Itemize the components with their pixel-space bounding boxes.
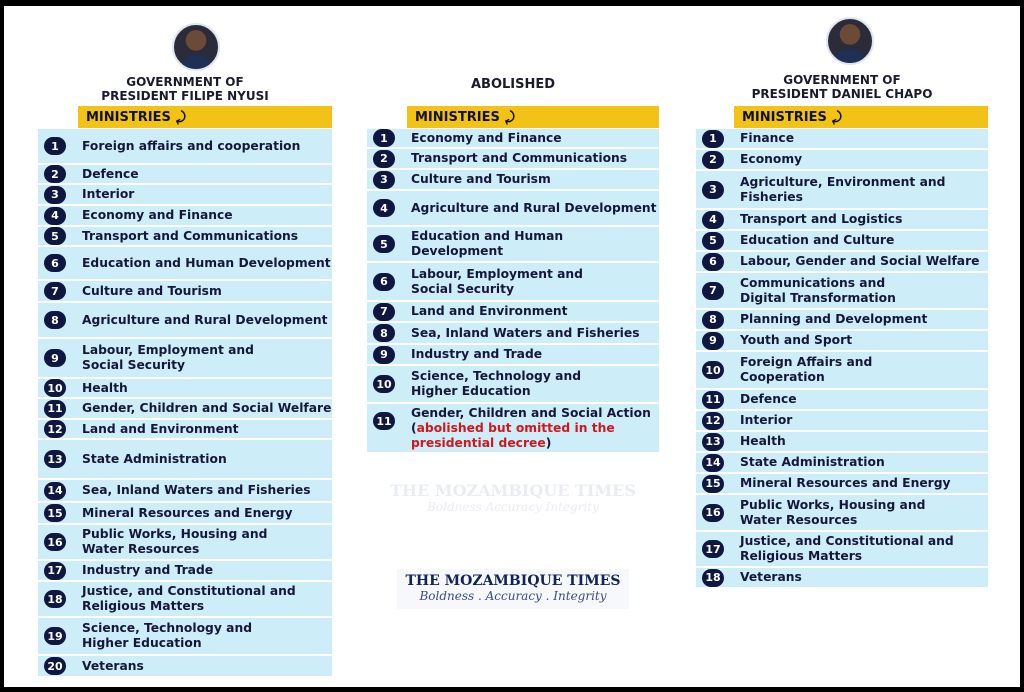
ministry-number-badge: 3 — [373, 171, 395, 189]
ministry-name: Finance — [740, 131, 795, 145]
ministry-number-badge: 2 — [702, 151, 724, 169]
ministry-number-badge: 14 — [702, 454, 724, 472]
ministry-number-badge: 2 — [44, 165, 66, 183]
abolished-ministry-row — [367, 129, 659, 149]
ministry-name: Mineral Resources and Energy — [82, 505, 293, 520]
chapo-heading-line1: GOVERNMENT OF — [783, 73, 901, 87]
nyusi-ministry-row — [38, 618, 332, 656]
president-chapo-photo — [826, 17, 874, 65]
nyusi-ministry-row — [38, 525, 332, 561]
ministry-number-badge: 8 — [702, 311, 724, 329]
abolished-column — [367, 6, 659, 687]
ministry-number-badge: 2 — [373, 150, 395, 168]
ministries-label: MINISTRIES — [742, 110, 827, 125]
ministry-number-badge: 17 — [44, 562, 66, 580]
nyusi-heading-line2: PRESIDENT FILIPE NYUSI — [101, 89, 269, 103]
ministry-name: Agriculture and Rural Development — [411, 200, 657, 215]
ministry-number-badge: 15 — [702, 475, 724, 493]
ministry-number-badge: 20 — [44, 657, 66, 675]
chapo-ministry-row — [696, 150, 988, 171]
ministry-name: Foreign Affairs and Cooperation — [740, 355, 873, 384]
ministry-number-badge: 6 — [373, 273, 395, 291]
ministry-name: Labour, Employment and Social Security — [411, 266, 583, 296]
nyusi-ministry-row — [38, 480, 332, 503]
publisher-logo — [397, 569, 629, 609]
ministry-number-badge: 9 — [44, 349, 66, 367]
ministry-name: Economy and Finance — [82, 208, 233, 222]
chapo-ministry-row — [696, 252, 988, 273]
ministry-number-badge: 13 — [44, 450, 66, 468]
chapo-ministries-bar — [734, 106, 988, 128]
nyusi-ministry-row — [38, 129, 332, 165]
abolished-ministry-row — [367, 263, 659, 302]
ministry-number-badge: 11 — [44, 400, 66, 418]
ministry-name: Defence — [740, 392, 797, 406]
ministry-number-badge: 7 — [44, 282, 66, 300]
chapo-ministry-row — [696, 453, 988, 474]
nyusi-ministry-row — [38, 561, 332, 582]
ministry-name: Transport and Communications — [411, 151, 628, 165]
abolished-ministry-row — [367, 323, 659, 345]
chapo-ministry-row — [696, 310, 988, 331]
ministry-name: Science, Technology and Higher Education — [411, 369, 581, 398]
abolished-ministry-row — [367, 302, 659, 323]
ministry-number-badge: 9 — [373, 346, 395, 364]
note-close-paren: ) — [545, 436, 552, 450]
arrow-down-icon: ⤸ — [503, 109, 517, 127]
chapo-ministry-row — [696, 390, 988, 411]
ministry-name: Labour, Employment and Social Security — [82, 343, 254, 372]
chapo-ministry-row — [696, 532, 988, 568]
abolished-ministry-row — [367, 366, 659, 404]
ministry-number-badge: 11 — [702, 391, 724, 409]
chapo-ministry-row — [696, 129, 988, 150]
ministry-number-badge: 18 — [702, 569, 724, 587]
abolished-ministries-bar — [407, 106, 659, 128]
ministry-name: Land and Environment — [411, 304, 568, 318]
ministry-number-badge: 12 — [702, 412, 724, 430]
nyusi-heading-line1: GOVERNMENT OF — [126, 75, 244, 89]
chapo-ministry-row — [696, 210, 988, 231]
nyusi-ministry-row — [38, 420, 332, 440]
ministry-number-badge: 6 — [44, 254, 66, 272]
ministry-name: Health — [82, 380, 128, 395]
arrow-down-icon: ⤸ — [174, 109, 188, 127]
ministry-name: Sea, Inland Waters and Fisheries — [82, 483, 311, 497]
ministry-number-badge: 17 — [702, 540, 724, 558]
ministry-number-badge: 14 — [44, 482, 66, 500]
ministry-number-badge: 8 — [44, 311, 66, 329]
nyusi-ministry-row — [38, 440, 332, 480]
abolished-ministry-row — [367, 227, 659, 263]
ministry-number-badge: 1 — [44, 137, 66, 155]
ministry-number-badge: 11 — [373, 412, 395, 430]
ministry-number-badge: 10 — [702, 361, 724, 379]
ministry-name: Mineral Resources and Energy — [740, 476, 951, 490]
ministry-number-badge: 15 — [44, 504, 66, 522]
ministry-name: Industry and Trade — [411, 347, 543, 361]
nyusi-ministry-row — [38, 227, 332, 247]
ministry-number-badge: 4 — [373, 199, 395, 217]
ministry-number-badge: 8 — [373, 324, 395, 342]
ministry-name: Interior — [82, 187, 135, 201]
ministry-name: Land and Environment — [82, 421, 239, 436]
abolished-ministry-row — [367, 191, 659, 227]
ministry-name: Interior — [740, 413, 793, 427]
ministry-name: Public Works, Housing and Water Resources — [740, 497, 926, 527]
note-open-paren: ( — [411, 421, 417, 435]
nyusi-ministry-row — [38, 399, 332, 420]
president-nyusi-photo — [172, 23, 220, 71]
nyusi-ministry-row — [38, 185, 332, 206]
nyusi-ministry-row — [38, 247, 332, 281]
ministry-name: Sea, Inland Waters and Fisheries — [411, 325, 640, 340]
ministry-name: Planning and Development — [740, 312, 928, 326]
nyusi-ministry-row — [38, 339, 332, 379]
ministry-name: Industry and Trade — [82, 563, 214, 577]
ministry-number-badge: 3 — [702, 181, 724, 199]
chapo-heading-line2: PRESIDENT DANIEL CHAPO — [751, 87, 933, 101]
ministry-number-badge: 4 — [44, 207, 66, 225]
ministry-number-badge: 4 — [702, 211, 724, 229]
ministry-number-badge: 18 — [44, 590, 66, 608]
nyusi-ministry-row — [38, 303, 332, 339]
ministry-name: Labour, Gender and Social Welfare — [740, 254, 980, 268]
ministry-number-badge: 1 — [702, 130, 724, 148]
ministry-number-badge: 13 — [702, 433, 724, 451]
ministry-number-badge: 9 — [702, 332, 724, 350]
ministry-name: Veterans — [740, 570, 802, 584]
ministry-name: Communications and Digital Transformation — [740, 275, 896, 305]
ministry-name: Economy and Finance — [411, 130, 562, 145]
nyusi-ministry-row — [38, 656, 332, 678]
ministry-name: Justice, and Constitutional and Religious Matters — [82, 584, 296, 613]
ministries-label: MINISTRIES — [86, 110, 171, 125]
ministry-name: Justice, and Constitutional and Religious Matters — [740, 534, 954, 563]
nyusi-column — [38, 6, 332, 687]
ministry-name: Culture and Tourism — [411, 172, 551, 186]
ministry-name: Defence — [82, 166, 139, 181]
ministry-name: Youth and Sport — [740, 333, 853, 347]
nyusi-ministry-row — [38, 206, 332, 227]
ministry-name: Health — [740, 434, 786, 448]
ministry-name: Economy — [740, 152, 803, 166]
ministry-number-badge: 5 — [702, 232, 724, 250]
watermark-title: THE MOZAMBIQUE TIMES — [390, 481, 636, 500]
ministry-name: Science, Technology and Higher Education — [82, 621, 252, 650]
ministry-name: Agriculture and Rural Development — [82, 312, 328, 327]
chapo-ministry-row — [696, 273, 988, 310]
chapo-ministry-row — [696, 411, 988, 432]
ministry-name: Education and Human Development — [82, 255, 331, 270]
chapo-ministry-row — [696, 568, 988, 589]
ministry-number-badge: 10 — [44, 379, 66, 397]
ministry-name: State Administration — [82, 451, 227, 466]
ministry-name: Transport and Logistics — [740, 212, 903, 226]
nyusi-ministry-row — [38, 379, 332, 399]
ministry-name: Veterans — [82, 658, 144, 673]
ministry-number-badge: 7 — [702, 282, 724, 300]
ministry-name: State Administration — [740, 455, 885, 469]
chapo-ministry-row — [696, 331, 988, 352]
ministry-name: Gender, Children and Social Action — [411, 406, 651, 420]
ministry-number-badge: 19 — [44, 627, 66, 645]
chapo-ministry-row — [696, 352, 988, 390]
ministry-number-badge: 6 — [702, 253, 724, 271]
nyusi-ministry-row — [38, 281, 332, 303]
omitted-note: abolished but omitted in the presidential decree — [411, 421, 615, 450]
ministry-number-badge: 5 — [373, 235, 395, 253]
abolished-ministry-row — [367, 170, 659, 191]
nyusi-ministry-row — [38, 503, 332, 525]
ministry-number-badge: 16 — [702, 504, 724, 522]
ministries-label: MINISTRIES — [415, 110, 500, 125]
abolished-heading: ABOLISHED — [470, 77, 556, 92]
chapo-ministry-row — [696, 432, 988, 453]
nyusi-ministries-bar — [78, 106, 332, 128]
ministry-number-badge: 16 — [44, 533, 66, 551]
nyusi-ministry-row — [38, 165, 332, 185]
ministry-name: Foreign affairs and cooperation — [82, 138, 301, 153]
abolished-ministry-row — [367, 149, 659, 170]
publisher-tagline: Boldness . Accuracy . Integrity — [419, 589, 607, 603]
ministry-number-badge: 7 — [373, 303, 395, 321]
ministry-name — [411, 406, 651, 451]
publisher-title: THE MOZAMBIQUE TIMES — [405, 573, 621, 589]
ministry-number-badge: 10 — [373, 375, 395, 393]
ministry-name: Public Works, Housing and Water Resources — [82, 527, 268, 556]
abolished-ministry-row — [367, 345, 659, 366]
chapo-ministry-row — [696, 171, 988, 210]
abolished-ministry-row — [367, 404, 659, 454]
ministry-number-badge: 5 — [44, 227, 66, 245]
infographic — [4, 6, 1020, 687]
chapo-ministry-row — [696, 231, 988, 252]
ministry-name: Culture and Tourism — [82, 283, 222, 298]
arrow-down-icon: ⤸ — [830, 109, 844, 127]
watermark-tagline: Boldness Accuracy Integrity — [427, 500, 599, 514]
chapo-ministry-row — [696, 474, 988, 495]
ministry-number-badge: 12 — [44, 420, 66, 438]
chapo-ministry-row — [696, 495, 988, 532]
watermark-faint — [367, 481, 659, 514]
ministry-name: Education and Culture — [740, 233, 895, 247]
ministry-name: Agriculture, Environment and Fisheries — [740, 174, 946, 204]
ministry-number-badge: 1 — [373, 129, 395, 147]
ministry-number-badge: 3 — [44, 186, 66, 204]
ministry-name: Gender, Children and Social Welfare — [82, 401, 332, 415]
ministry-name: Education and Human Development — [411, 229, 564, 258]
nyusi-ministry-row — [38, 582, 332, 618]
chapo-column — [696, 6, 988, 687]
ministry-name: Transport and Communications — [82, 228, 299, 243]
